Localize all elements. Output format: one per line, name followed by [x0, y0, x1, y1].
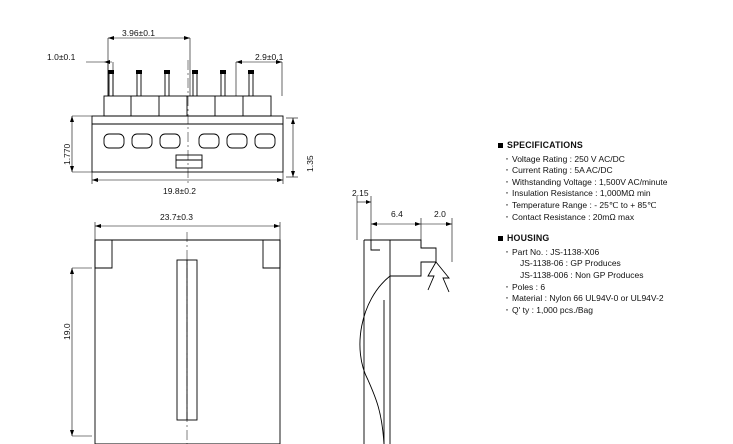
- list-item: · Insulation Resistance : 1,000MΩ min: [504, 188, 726, 200]
- dim-19-0-label: 19.0: [62, 323, 72, 340]
- list-item: · Withstanding Voltage : 1,500V AC/minute: [504, 177, 726, 189]
- list-item: · Material : Nylon 66 UL94V-0 or UL94V-2: [504, 293, 726, 305]
- dim-6-4-label: 6.4: [391, 209, 403, 219]
- list-item: · Poles : 6: [504, 282, 726, 294]
- dim-19-8-label: 19.8±0.2: [163, 186, 197, 196]
- dim-2-0-label: 2.0: [434, 209, 446, 219]
- list-item: · Part No. : JS-1138-X06: [504, 247, 726, 259]
- list-item: · Current Rating : 5A AC/DC: [504, 165, 726, 177]
- specifications-heading-label: SPECIFICATIONS: [507, 140, 583, 150]
- housing-list: [504, 247, 726, 317]
- spec-text-panel: [498, 140, 726, 316]
- dim-3-96-label: 3.96±0.1: [122, 28, 156, 38]
- housing-heading: [498, 233, 726, 245]
- list-item: JS-1138-06 : GP Produces: [520, 258, 621, 269]
- specifications-heading: [498, 140, 726, 152]
- list-item: · Q' ty : 1,000 pcs./Bag: [504, 305, 726, 317]
- dim-23-7-label: 23.7±0.3: [160, 212, 194, 222]
- dim-2-9-label: 2.9±0.1: [255, 52, 284, 62]
- specifications-list: [504, 154, 726, 224]
- dim-1-0-label: 1.0±0.1: [47, 52, 76, 62]
- housing-heading-label: HOUSING: [507, 233, 550, 244]
- list-item: · Voltage Rating : 250 V AC/DC: [504, 154, 726, 166]
- dim-1-770-label: 1.770: [62, 143, 72, 165]
- list-item: · Contact Resistance : 20mΩ max: [504, 212, 726, 224]
- bullet-square-icon: [498, 143, 503, 148]
- list-item: · Temperature Range : - 25℃ to + 85℃: [504, 200, 726, 212]
- bullet-square-icon: [498, 236, 503, 241]
- dim-2-15-label: 2.15: [352, 188, 369, 198]
- dim-1-35-label: 1.35: [305, 155, 315, 172]
- list-item: JS-1138-006 : Non GP Produces: [520, 269, 644, 280]
